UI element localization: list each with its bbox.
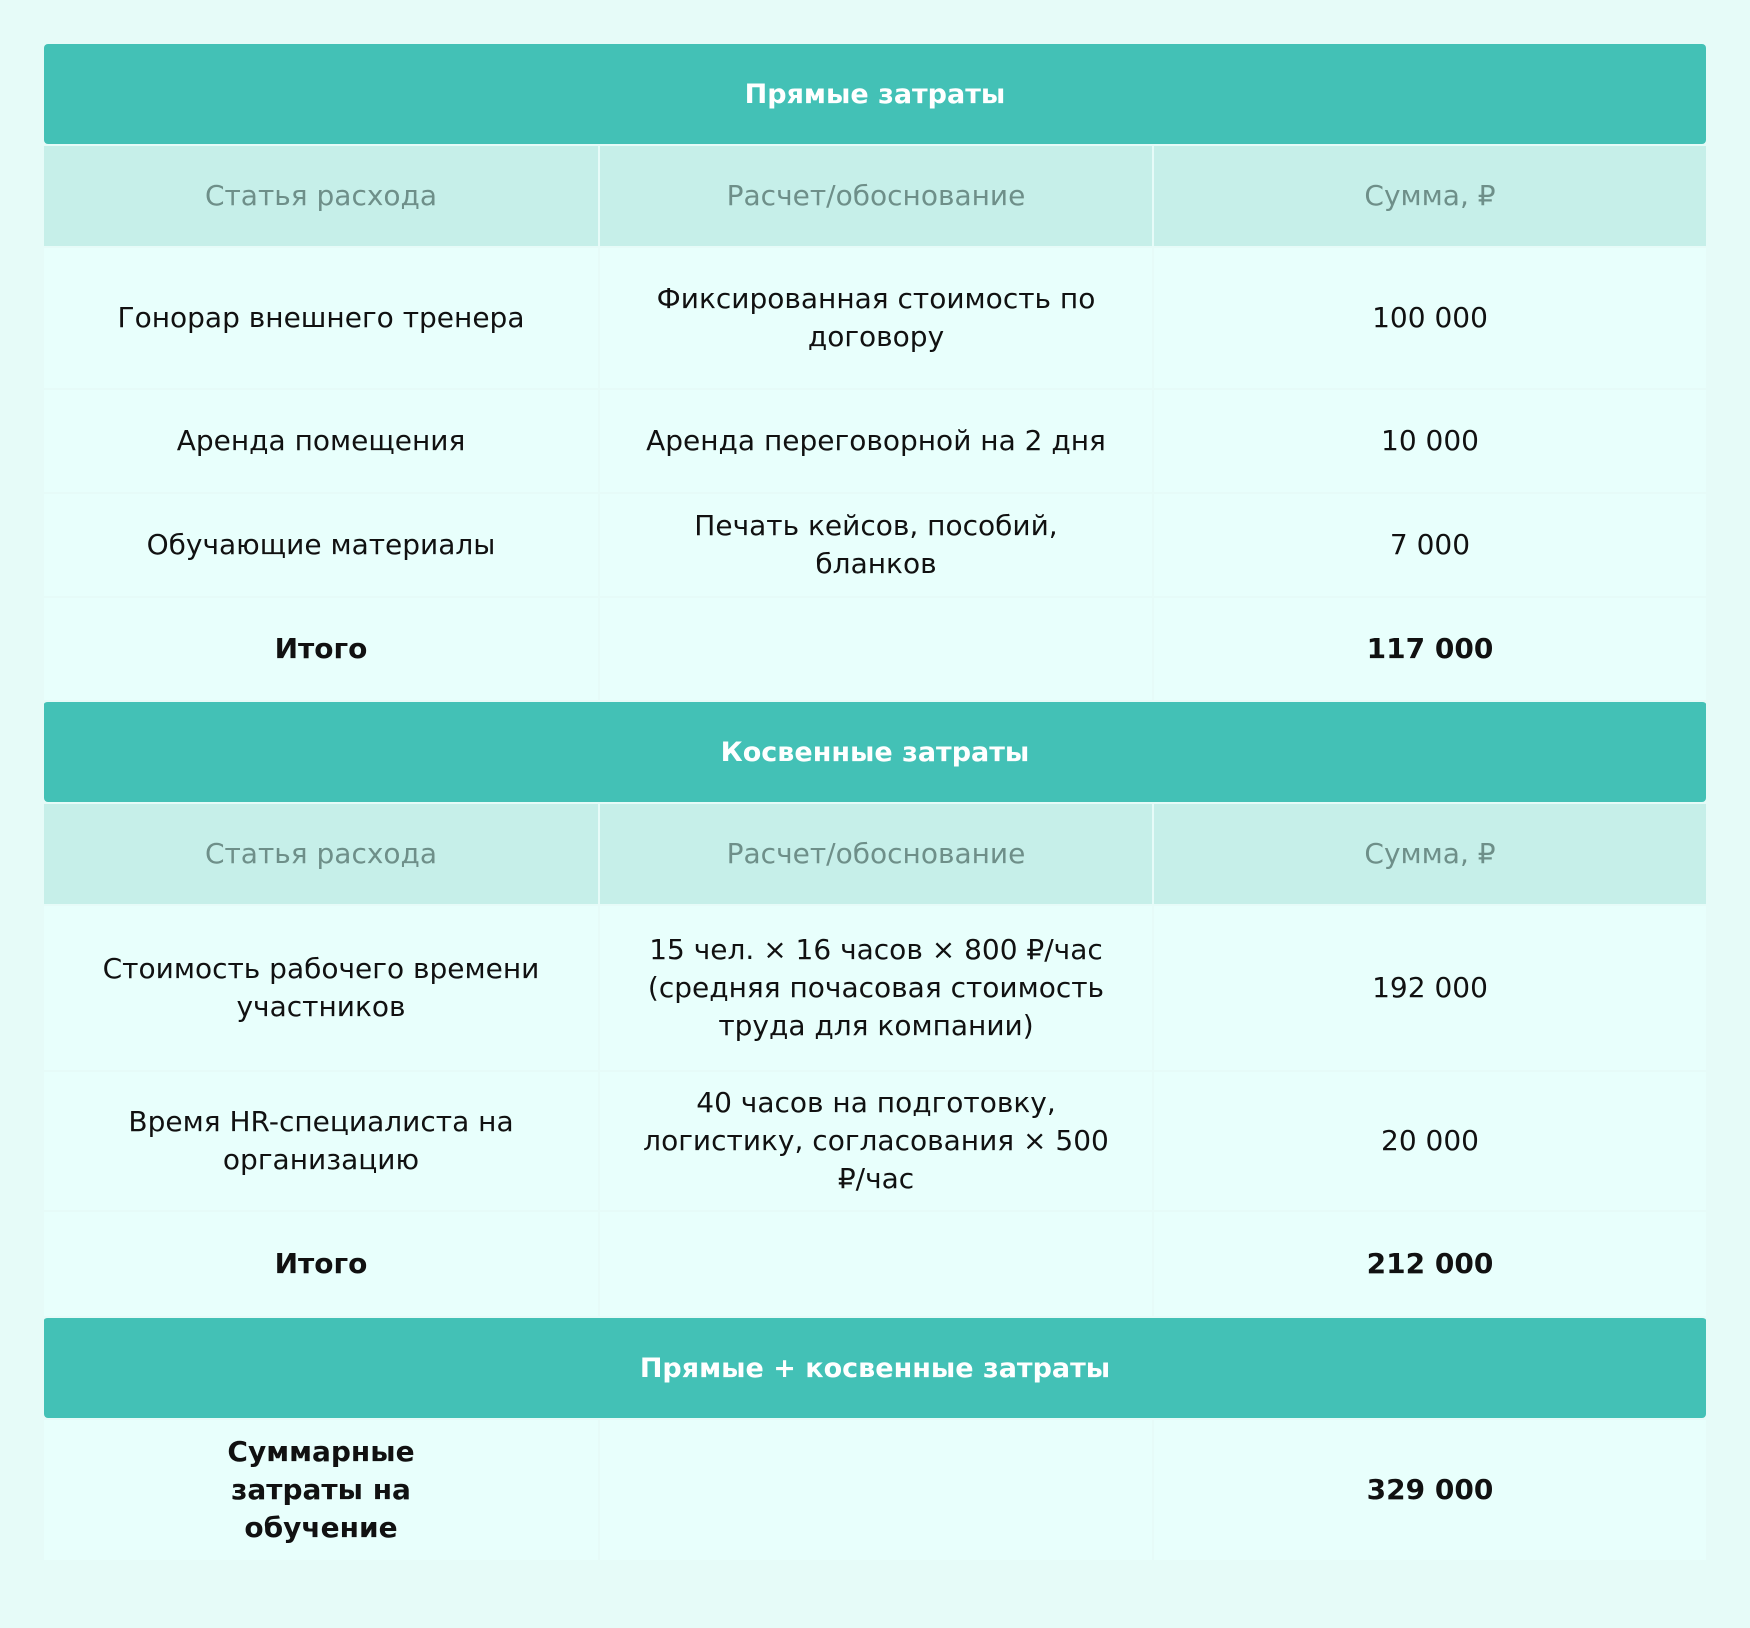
indirect-costs-title: Косвенные затраты — [720, 736, 1030, 768]
total-sum: 212 000 — [1152, 1212, 1706, 1316]
col-header-sum: Сумма, ₽ — [1152, 146, 1706, 246]
direct-costs-title: Прямые затраты — [744, 78, 1006, 110]
table-row — [44, 904, 1706, 1070]
total-empty — [598, 598, 1152, 700]
total-label: Итого — [44, 1212, 598, 1316]
combined-costs-title: Прямые + косвенные затраты — [639, 1352, 1111, 1384]
indirect-total-row — [44, 1210, 1706, 1316]
combined-empty — [598, 1420, 1152, 1560]
row-calc: Печать кейсов, пособий, бланков — [598, 494, 1152, 596]
row-sum: 10 000 — [1152, 390, 1706, 492]
row-item: Обучающие материалы — [44, 494, 598, 596]
indirect-column-headers — [44, 802, 1706, 904]
row-calc: 40 часов на подготовку, логистику, согласования × 500 ₽/час — [598, 1072, 1152, 1210]
row-item: Гонорар внешнего тренера — [44, 248, 598, 388]
cost-table — [44, 44, 1706, 1560]
col-header-calc: Расчет/обоснование — [598, 146, 1152, 246]
table-row — [44, 388, 1706, 492]
row-sum: 20 000 — [1152, 1072, 1706, 1210]
total-sum: 117 000 — [1152, 598, 1706, 700]
row-sum: 192 000 — [1152, 906, 1706, 1070]
indirect-costs-header — [44, 700, 1706, 802]
table-row — [44, 246, 1706, 388]
row-calc: 15 чел. × 16 часов × 800 ₽/час (средняя почасовая стоимость труда для компании) — [598, 906, 1152, 1070]
col-header-item: Статья расхода — [44, 146, 598, 246]
total-empty — [598, 1212, 1152, 1316]
row-sum: 100 000 — [1152, 248, 1706, 388]
direct-costs-header — [44, 44, 1706, 144]
row-sum: 7 000 — [1152, 494, 1706, 596]
col-header-calc: Расчет/обоснование — [598, 804, 1152, 904]
col-header-sum: Сумма, ₽ — [1152, 804, 1706, 904]
total-label: Итого — [44, 598, 598, 700]
col-header-item: Статья расхода — [44, 804, 598, 904]
row-item: Стоимость рабочего времени участников — [44, 906, 598, 1070]
direct-column-headers — [44, 144, 1706, 246]
row-item: Время HR-специалиста на организацию — [44, 1072, 598, 1210]
combined-costs-header — [44, 1316, 1706, 1418]
table-row — [44, 492, 1706, 596]
table-row — [44, 1070, 1706, 1210]
row-item: Аренда помещения — [44, 390, 598, 492]
row-calc: Фиксированная стоимость по договору — [598, 248, 1152, 388]
combined-sum: 329 000 — [1152, 1420, 1706, 1560]
combined-label: Суммарные затраты на обучение — [44, 1420, 598, 1560]
combined-total-row — [44, 1418, 1706, 1560]
direct-total-row — [44, 596, 1706, 700]
row-calc: Аренда переговорной на 2 дня — [598, 390, 1152, 492]
